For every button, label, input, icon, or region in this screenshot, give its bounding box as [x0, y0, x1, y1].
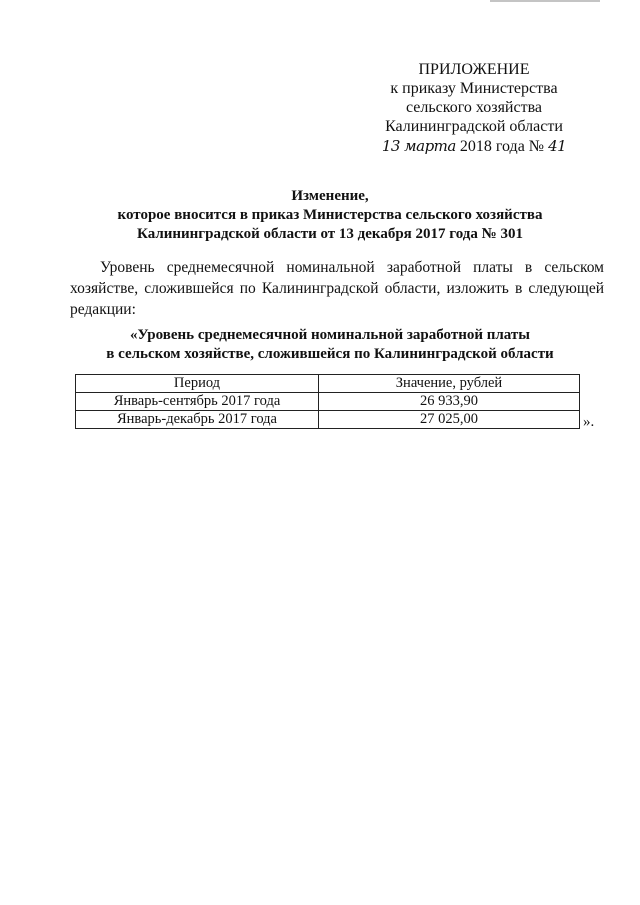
column-header-period: Период	[76, 375, 319, 393]
table-header-row	[76, 375, 580, 393]
column-header-value: Значение, рублей	[318, 375, 579, 393]
heading-line-2: которое вносится в приказ Министерства сельского хозяйства	[117, 207, 543, 223]
appendix-line-1: к приказу Министерства	[390, 80, 558, 97]
table-row	[76, 411, 580, 429]
wage-table	[75, 374, 580, 429]
row-value: 27 025,00	[318, 411, 579, 429]
document-heading	[60, 187, 600, 244]
scan-edge-mark	[490, 0, 600, 2]
table-heading-line-1: «Уровень среднемесячной номинальной заработной платы	[129, 327, 530, 343]
table-heading-line-2: в сельском хозяйстве, сложившейся по Калининградской области	[106, 346, 554, 362]
heading-line-3: Калининградской области от 13 декабря 2017 года № 301	[137, 226, 523, 242]
appendix-title: ПРИЛОЖЕНИЕ	[418, 61, 530, 78]
closing-quote: ».	[583, 414, 595, 430]
appendix-block	[370, 60, 578, 156]
appendix-line-3: Калининградской области	[385, 118, 563, 135]
table-heading	[60, 326, 600, 364]
row-period: Январь-сентябрь 2017 года	[76, 393, 319, 411]
heading-line-1: Изменение,	[291, 188, 369, 204]
row-value: 26 933,90	[318, 393, 579, 411]
body-paragraph: Уровень среднемесячной номинальной заработной платы в сельском хозяйстве, сложившейся по Калининградской области, изложить в следующей редакции:	[70, 259, 604, 318]
table-row	[76, 393, 580, 411]
date-suffix: 2018 года №	[459, 138, 545, 155]
appendix-date-line	[370, 137, 578, 156]
appendix-line-2: сельского хозяйства	[405, 99, 543, 116]
handwritten-date: 13 марта	[381, 137, 456, 155]
handwritten-order-number: 41	[548, 137, 567, 155]
row-period: Январь-декабрь 2017 года	[76, 411, 319, 429]
